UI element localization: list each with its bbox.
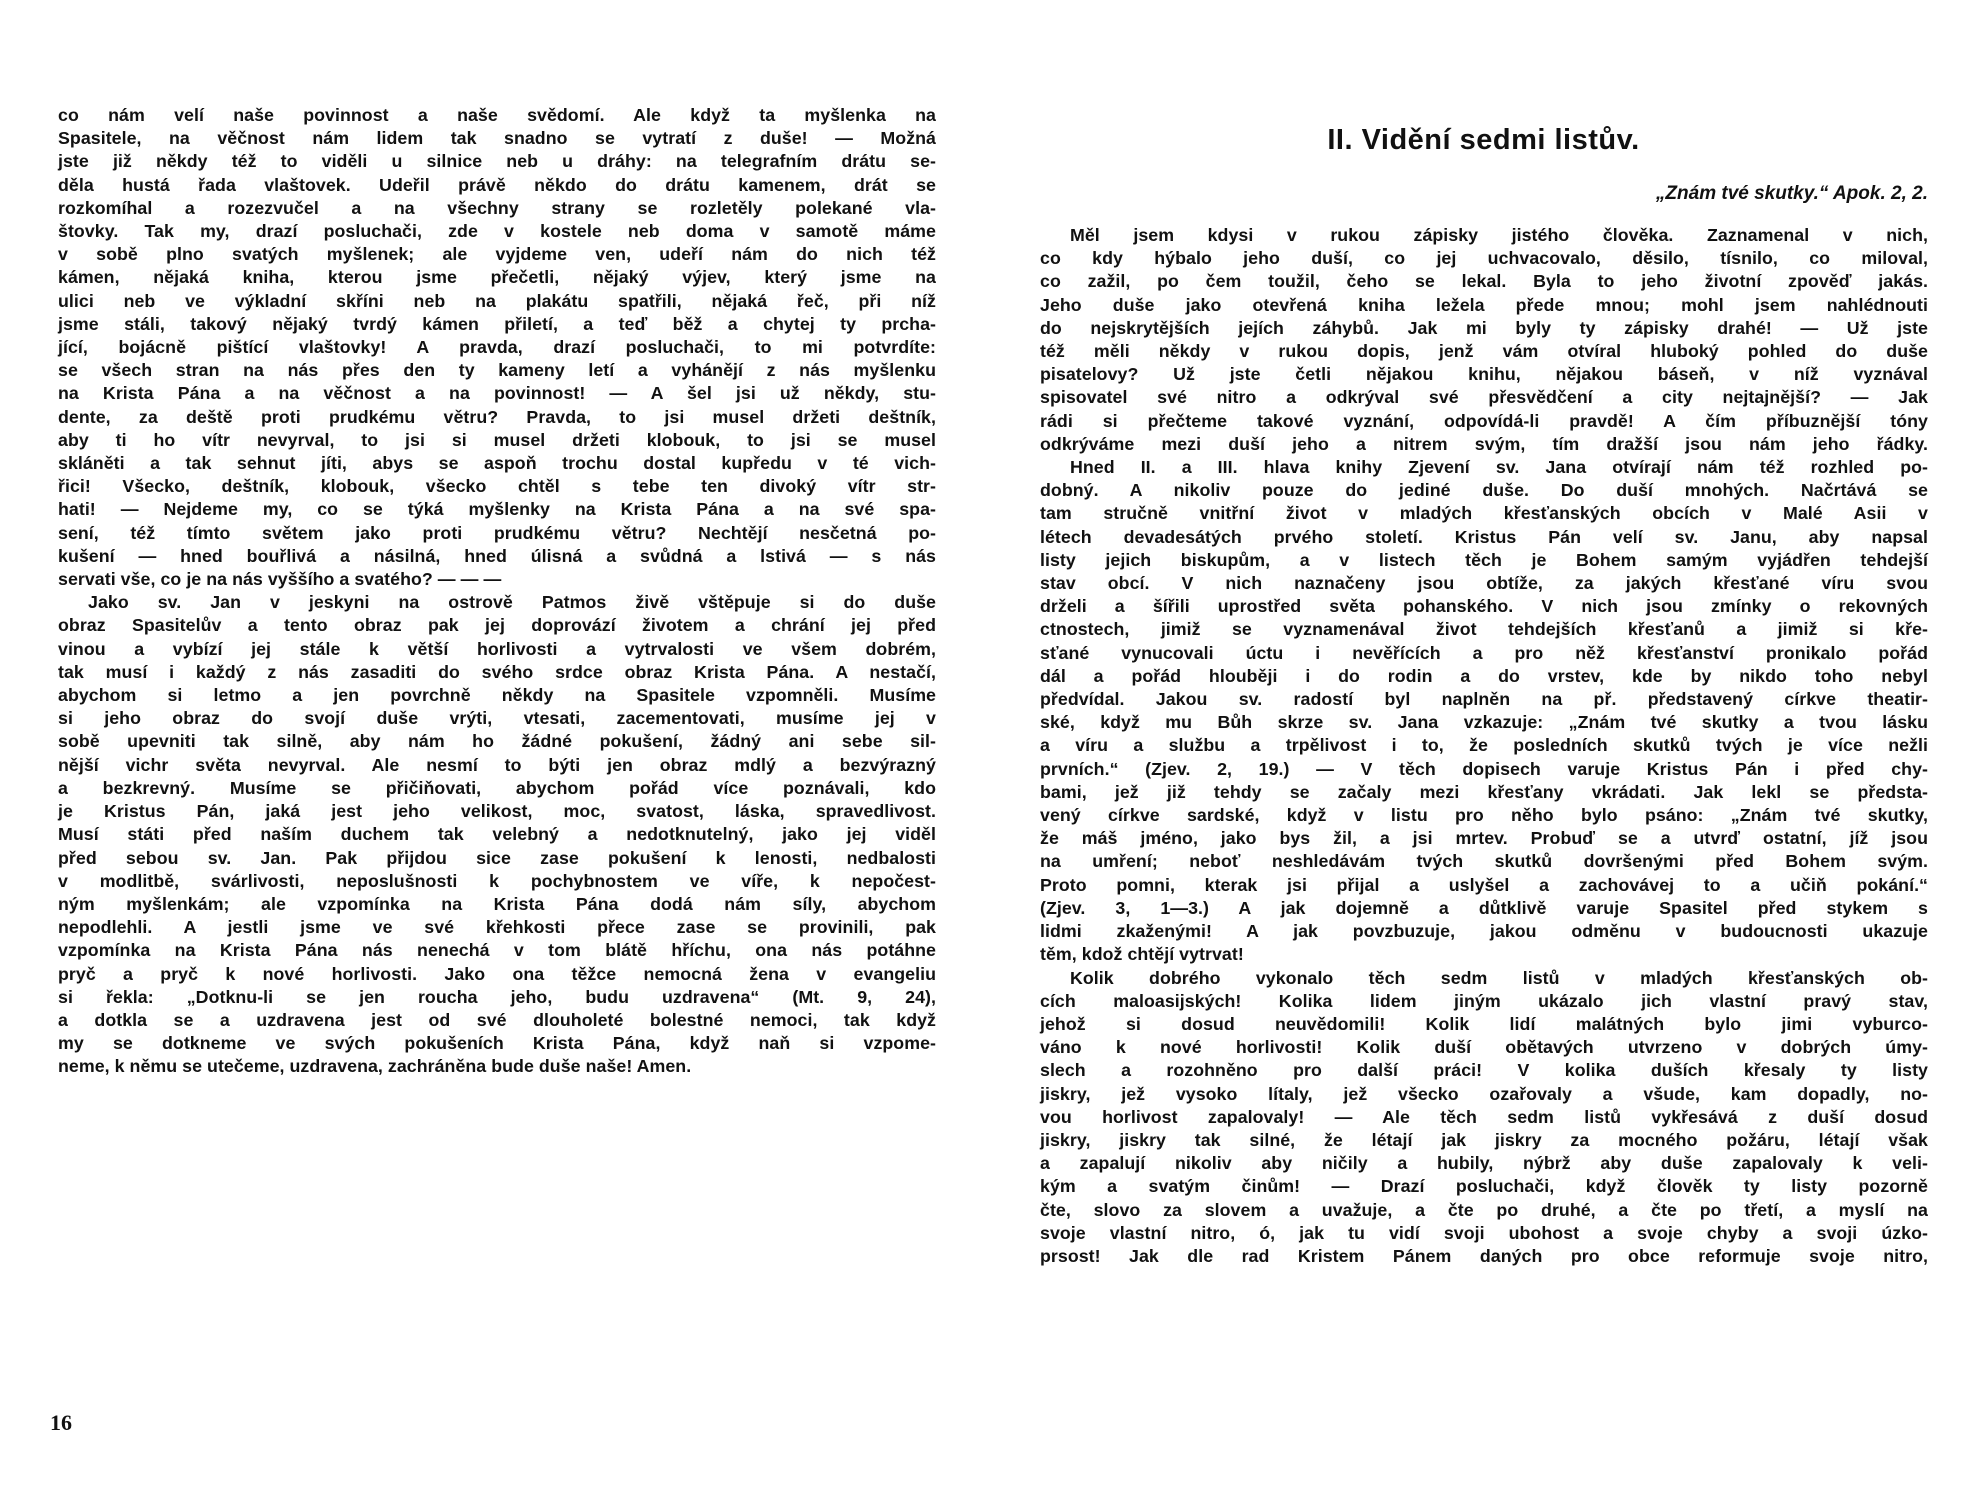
text-line: kušení — hned bouřlivá a násilná, hned úlisná a svůdná a lstivá — s nás: [58, 545, 936, 566]
text-line: je Kristus Pán, jaká jest jeho velikost, moc, svatost, láska, spravedlivost.: [58, 801, 936, 822]
text-line: jiskry, jež vysoko lítaly, jež všecko ozařovaly a všude, kam dopadly, no-: [1040, 1083, 1928, 1104]
text-line: slech a rozohněno pro další práci! V kolika duších křesaly ty listy: [1040, 1060, 1928, 1081]
text-line: rádi si přečteme takové vyznání, odpovídá-li pravdě! A čím příbuznější tóny: [1040, 410, 1928, 431]
text-line: co nám velí naše povinnost a naše svědomí. Ale když ta myšlenka na: [58, 105, 936, 125]
text-line: drželi a šířili uprostřed světa pohanského. V nich jsou zmínky o rekovných: [1040, 596, 1928, 617]
text-line: řici! Všecko, deštník, klobouk, všecko chtěl s tebe ten divoký vítr str-: [58, 476, 936, 497]
text-line: Jeho duše jako otevřená kniha ležela přede mnou; mohl jsem nahlédnouti: [1040, 294, 1928, 315]
right-page-text: [1040, 224, 1928, 1268]
text-line: Proto pomni, kterak jsi přijal a uslyšel a zachovávej to a učiň pokání.“: [1040, 874, 1928, 895]
text-line: sobě upevniti tak silně, aby nám ho žádné pokušení, žádný ani sebe sil-: [58, 731, 936, 752]
text-line: sení, též tímto světem jako proti prudkému větru? Nechtějí nesčetná po-: [58, 522, 936, 543]
text-line: co kdy hýbalo jeho duší, co jej uchvacovalo, děsilo, tísnilo, co miloval,: [1040, 248, 1928, 269]
text-line: si řekla: „Dotknu-li se jen roucha jeho, budu uzdravena“ (Mt. 9, 24),: [58, 986, 936, 1007]
text-line: že máš jméno, jako bys žil, a jsi mrtev. Probuď se a utvrď ostatní, jíž jsou: [1040, 828, 1928, 849]
text-line: a zapalují nikoliv aby ničily a hubily, nýbrž aby duše zapalovaly k veli-: [1040, 1153, 1928, 1174]
text-line: sťané vynucovali úctu i nevěřících a pro něž křesťanství pronikalo pořád: [1040, 642, 1928, 663]
text-line: Kolik dobrého vykonalo těch sedm listů v mladých křesťanských ob-: [1070, 967, 1928, 988]
text-line: my se dotkneme ve svých pokušeních Krista Pána, když naň si vzpome-: [58, 1033, 936, 1054]
text-line: na Krista Pána a na věčnost a na povinnost! — A šel jsi už někdy, stu-: [58, 383, 936, 404]
text-line: (Zjev. 3, 1—3.) A jak dojemně a důtklivě varuje Spasitel před stykem s: [1040, 897, 1928, 918]
text-line: ctnostech, jimiž se vyznamenával život tehdejších křesťanů a jimiž si kře-: [1040, 619, 1928, 640]
text-line: též měli někdy v rukou dopis, jenž vám otvíral hluboký pohled do duše: [1040, 341, 1928, 362]
text-line: rozkomíhal a rozezvučel a na všechny strany se rozletěly polekané vla-: [58, 197, 936, 218]
text-line: aby ti ho vítr nevyrval, to jsi si musel držeti klobouk, to jsi se musel: [58, 429, 936, 450]
text-line: abychom si letmo a jen povrchně někdy na Spasitele vzpomněli. Musíme: [58, 685, 936, 706]
text-line: předvídal. Jakou sv. radostí byl naplněn na př. představený církve theatir-: [1040, 689, 1928, 710]
text-line: a dotkla se a uzdravena jest od své dlouholeté bolestné nemoci, tak když: [58, 1009, 936, 1030]
text-line: stav obcí. V nich naznačeny jsou obtíže, za jakých křesťané víru svou: [1040, 573, 1928, 594]
chapter-heading: II. Vidění sedmi listův.: [1327, 124, 1640, 156]
text-line: hati! — Nejdeme my, co se týká myšlenky na Krista Pána a na své spa-: [58, 499, 936, 520]
text-line: Hned II. a III. hlava knihy Zjevení sv. Jana otvírají nám též rozhled po-: [1070, 457, 1928, 478]
text-line: těm, kdož chtějí vytrvat!: [1040, 944, 1244, 965]
text-line: a víru a službu a trpělivost i to, že posledních skutků tvých je více nežli: [1040, 735, 1928, 756]
text-line: v sobě plno svatých myšlenek; ale vyjdeme ven, udeří nám do nich též: [58, 244, 936, 265]
right-page: [989, 0, 1978, 1500]
text-line: bami, jež již tehdy se začaly mezi křesťany vkrádati. Jak lekl se předsta-: [1040, 781, 1928, 802]
text-line: jiskry, jiskry tak silné, že létají jak jiskry za mocného požáru, létají však: [1040, 1129, 1928, 1150]
text-line: prsost! Jak dle rad Kristem Pánem daných pro obce reformuje svoje nitro,: [1040, 1245, 1928, 1266]
text-line: kámen, nějaká kniha, kterou jsme přečetli, nějaký výjev, který jsme na: [58, 267, 936, 288]
text-line: listy jejich biskupům, a v listech těch je Bohem samým vyjádřen tehdejší: [1040, 549, 1928, 570]
text-line: Spasitele, na věčnost nám lidem tak snadno se vytratí z duše! — Možná: [58, 128, 936, 149]
text-line: Musí státi před naším duchem tak velebný a nedotknutelný, jako jej viděl: [58, 824, 936, 845]
text-line: co zažil, po čem toužil, čeho se lekal. Byla to jeho životní zpověď jakás.: [1040, 271, 1928, 292]
text-line: před sebou sv. Jan. Pak přijdou sice zase pokušení k lenosti, nedbalosti: [58, 847, 936, 868]
chapter-motto: „Znám tvé skutky.“ Apok. 2, 2.: [1655, 183, 1928, 204]
text-line: jste již někdy též to viděli u silnice neb u dráhy: na telegrafním drátu se-: [58, 151, 936, 172]
text-line: děla hustá řada vlaštovek. Udeřil právě někdo do drátu kamenem, drát se: [58, 174, 936, 195]
text-line: v modlitbě, svárlivosti, neposlušnosti k pochybnostem ve víře, k nepočest-: [58, 870, 936, 891]
text-line: Měl jsem kdysi v rukou zápisky jistého člověka. Zaznamenal v nich,: [1070, 225, 1928, 245]
text-line: lidmi zkaženými! A jak povzbuzuje, jakou odměnu v budoucnosti ukazuje: [1040, 921, 1928, 942]
text-line: spisovatel své nitro a odkrýval své přesvědčení a city nejtajnější? — Jak: [1040, 387, 1928, 408]
text-line: do nejskrytějších jejích záhybů. Jak mi byly ty zápisky drahé! — Už jste: [1040, 317, 1928, 338]
text-line: jehož si dosud neuvědomili! Kolik lidí malátných bylo jimi vyburco-: [1040, 1013, 1928, 1034]
text-line: létech devadesátých prvého století. Kristus Pán velí sv. Janu, aby napsal: [1040, 526, 1928, 547]
text-line: skláněti a tak sehnut jíti, abys se aspoň trochu dostal kupředu v té vich-: [58, 453, 936, 474]
text-line: svoje vlastní nitro, ó, jak tu vidí svoji ubohost a svoje chyby a svoji úzko-: [1040, 1222, 1928, 1243]
text-line: na umření; neboť neshledávám tvých skutků dovršenými před Bohem svým.: [1040, 851, 1928, 872]
text-line: ulici neb ve výkladní skříni neb na plakátu spatřili, nějaká řeč, při níž: [58, 290, 936, 311]
text-line: prvních.“ (Zjev. 2, 19.) — V těch dopisech varuje Kristus Pán i před chy-: [1040, 758, 1928, 779]
text-line: vený církve sardské, když v listu pro něho bylo psáno: „Znám tvé skutky,: [1040, 805, 1928, 826]
text-line: tam stručně vnitřní život v mladých křesťanských obcích v Malé Asii v: [1040, 503, 1928, 524]
text-line: nější vichr světa nevyrval. Ale nesmí to býti jen obraz mdlý a bezvýrazný: [58, 754, 936, 775]
text-line: ným myšlenkám; ale vzpomínka na Krista Pána dodá nám síly, abychom: [58, 893, 936, 914]
text-line: se všech stran na nás přes den ty kameny letí a vyhánějí z nás myšlenku: [58, 360, 936, 381]
text-line: odkrýváme mezi duší jeho a nitrem svým, tím dražší jsou nám jeho řádky.: [1040, 433, 1928, 454]
text-line: cích maloasijských! Kolika lidem jiným ukázalo jich vlastní pravý stav,: [1040, 990, 1928, 1011]
text-line: pryč a pryč k nové horlivosti. Jako ona těžce nemocná žena v evangeliu: [58, 963, 936, 984]
text-line: kým a svatým činům! — Drazí posluchači, když člověk ty listy pozorně: [1040, 1176, 1928, 1197]
text-line: dobný. A nikoliv pouze do jediné duše. Do duší mnohých. Načrtává se: [1040, 480, 1928, 501]
text-line: pisatelovy? Už jste četli nějakou knihu, nějakou báseň, v níž vyznával: [1040, 364, 1928, 385]
text-line: vzpomínka na Krista Pána nás nenechá v tom blátě hříchu, ona nás potáhne: [58, 940, 936, 961]
text-line: ské, když mu Bůh skrze sv. Jana vzkazuje: „Znám tvé skutky a tvou lásku: [1040, 712, 1928, 733]
text-line: a bezkrevný. Musíme se přičiňovati, abychom pořád více poznávali, kdo: [58, 777, 936, 798]
text-line: Jako sv. Jan v jeskyni na ostrově Patmos živě vštěpuje si do duše: [88, 592, 936, 613]
page-number: 16: [50, 1410, 72, 1435]
text-line: dente, za deště proti prudkému větru? Pravda, to jsi musel držeti deštník,: [58, 406, 936, 427]
text-line: jící, bojácně pištící vlaštovky! A pravda, drazí posluchači, to mi potvrdíte:: [58, 337, 936, 358]
text-line: čte, slovo za slovem a uvažuje, a čte po druhé, a čte po třetí, a myslí na: [1040, 1199, 1928, 1220]
text-line: neme, k němu se utečeme, uzdravena, zachráněna bude duše naše! Amen.: [58, 1056, 692, 1077]
text-line: servati vše, co je na nás vyššího a svatého? — — —: [58, 569, 502, 590]
text-line: dál a pořád hlouběji i do rodin a do vrstev, kde by nikdo toho nebyl: [1040, 665, 1928, 686]
text-line: vou horlivost zapalovaly! — Ale těch sedm listů vykřesává z duší dosud: [1040, 1106, 1928, 1127]
text-line: váno k nové horlivosti! Kolik duší obětavých utvrzeno v dobrých úmy-: [1040, 1037, 1928, 1058]
text-line: štovky. Tak my, drazí posluchači, zde v kostele neb doma v samotě máme: [58, 221, 936, 242]
left-page-text: [58, 104, 936, 1079]
text-line: si jeho obraz do svojí duše vrýti, vtesati, zacementovati, musíme jej v: [58, 708, 936, 729]
text-line: vinou a vybízí jej stále k větší horlivosti a vytrvalosti ve všem dobrém,: [58, 638, 936, 659]
text-line: tak musí i každý z nás zasaditi do svého srdce obraz Krista Pána. A nestačí,: [58, 661, 936, 682]
text-line: jsme stáli, takový nějaký tvrdý kámen přiletí, a teď běž a chytej ty prcha-: [58, 313, 936, 334]
text-line: nepodlehli. A jestli jsme ve své křehkosti přece zase se provinili, pak: [58, 917, 936, 938]
text-line: obraz Spasitelův a tento obraz pak jej doprovází životem a chrání jej před: [58, 615, 936, 636]
